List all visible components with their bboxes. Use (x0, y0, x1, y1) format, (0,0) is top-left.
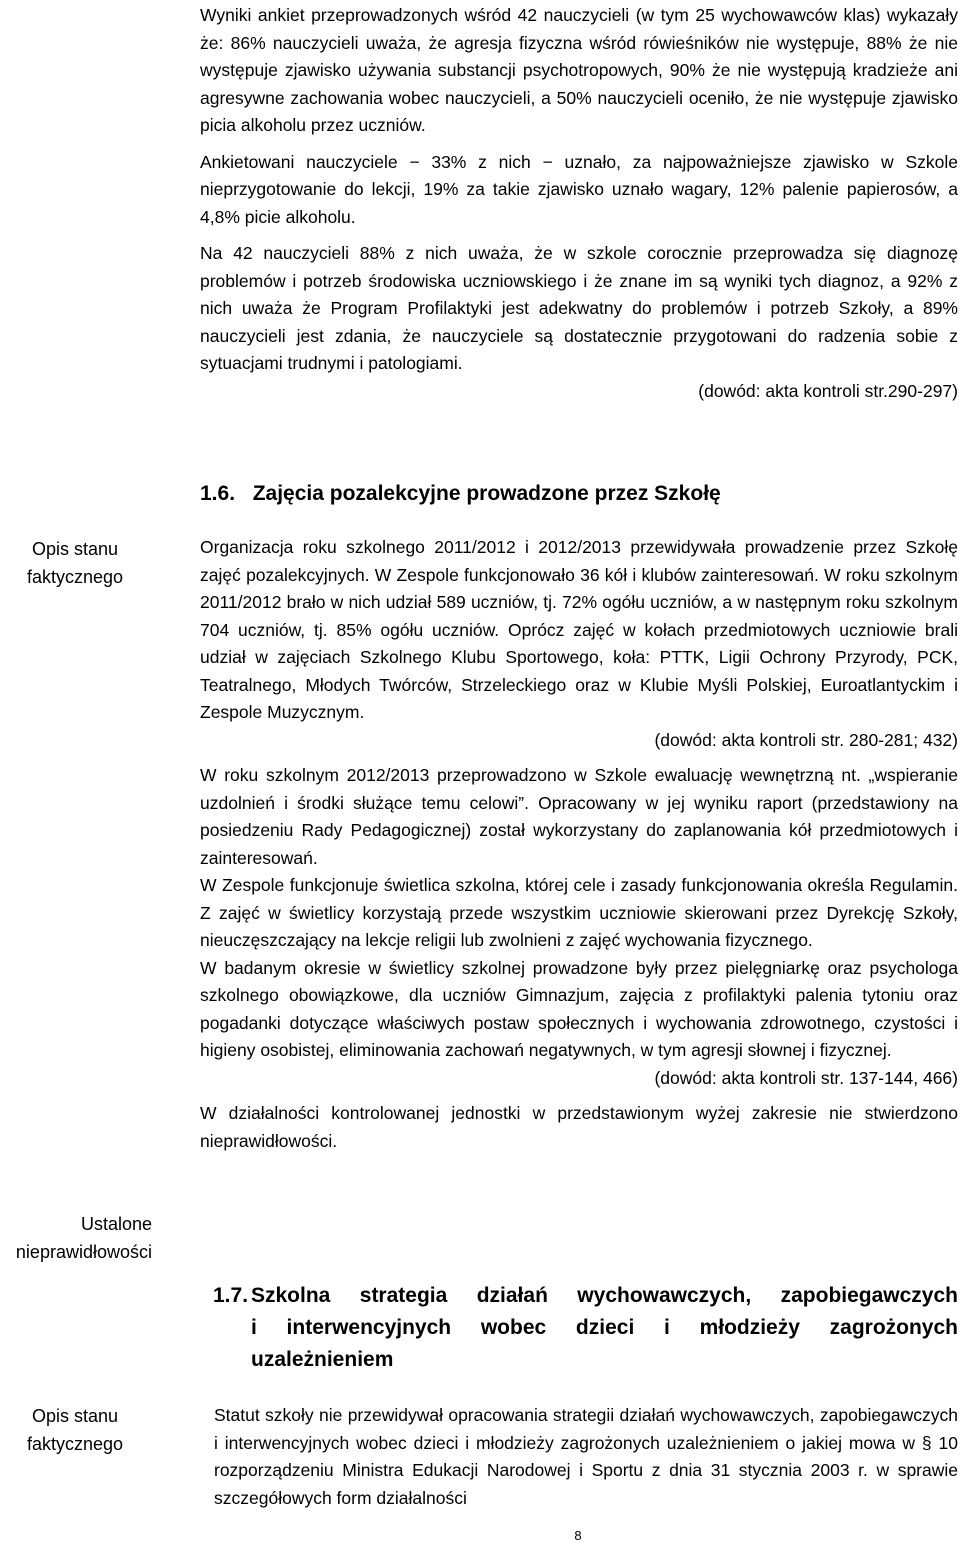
section-heading-1-7 (213, 1280, 958, 1376)
paragraph: W roku szkolnym 2012/2013 przeprowadzono w Szkole ewaluację wewnętrzną nt. „wspieranie uzdolnień i środki służące temu celowi”. Opracowany w jej wyniku raport (przedstawiony na posiedzeniu Rady Pedagogicznej) został wykorzystany do zaplanowania kół przedmiotowych i zainteresowań. (200, 765, 958, 868)
paragraph: Ankietowani nauczyciele − 33% z nich − uznało, za najpoważniejsze zjawisko w Szkole nieprzygotowanie do lekcji, 19% za takie zjawisko uznało wagary, 12% palenie papierosów, a 4,8% picie alkoholu. (200, 151, 958, 227)
section-title-line: Szkolna strategia działań wychowawczych, zapobiegawczych (251, 1284, 958, 1307)
evidence-reference: (dowód: akta kontroli str. 137-144, 466) (654, 1067, 958, 1088)
margin-label-opis-stanu: Opis stanu faktycznego (26, 1406, 124, 1454)
paragraph: Na 42 nauczycieli 88% z nich uważa, że w szkole corocznie przeprowadza się diagnozę problemów i potrzeb środowiska uczniowskiego i że znane im są wyniki tych diagnoz, a 92% z nich uważa że Program Profilaktyki jest adekwatny do problemów i potrzeb Szkoły, a 89% nauczycieli jest zdania, że nauczyciele są dostatecznie przygotowani do radzenia sobie z sytuacjami trudnymi i patologiami. (200, 243, 958, 373)
margin-label-opis-stanu: Opis stanu faktycznego (26, 539, 124, 587)
paragraph: W Zespole funkcjonuje świetlica szkolna, której cele i zasady funkcjonowania określa Regulamin. Z zajęć w świetlicy korzystają przede wszystkim uczniowie skierowani przez Dyrekcję Szkoły, nieuczęszczający na lekcje religii lub zwolnieni z zajęć wychowania fizycznego. (200, 875, 958, 950)
extracurricular-block (200, 534, 958, 1155)
paragraph: W badanym okresie w świetlicy szkolnej prowadzone były przez pielęgniarkę oraz psychologa szkolnego obowiązkowe, dla uczniów Gimnazjum, zajęcia z profilaktyki palenia tytoniu oraz pogadanki dotyczące właściwych postaw społecznych i wychowania zdrowotnego, czystości i higieny osobistej, eliminowania zachowań negatywnych, w tym agresji słownej i fizycznej. (200, 957, 958, 1060)
page-number: 8 (574, 1528, 582, 1543)
paragraph: Organizacja roku szkolnego 2011/2012 i 2012/2013 przewidywała prowadzenie przez Szkołę zajęć pozalekcyjnych. W Zespole funkcjonowało 36 kół i klubów zainteresowań. W roku szkolnym 2011/2012 brało w nich udział 589 uczniów, tj. 72% ogółu uczniów, a w następnym roku szkolnym 704 uczniów, tj. 85% ogółu uczniów. Oprócz zajęć w kołach przedmiotowych uczniowie brali udział w zajęciach Szkolnego Klubu Sportowego, koła: PTTK, Ligii Ochrony Przyrody, PCK, Teatralnego, Młodych Twórców, Strzeleckiego oraz w Klubie Myśli Polskiej, Euroatlantyckim i Zespole Muzycznym. (200, 537, 958, 722)
evidence-reference: (dowód: akta kontroli str. 280-281; 432) (654, 729, 958, 750)
section-heading-1-6 (200, 478, 721, 510)
section-title-line: i interwencyjnych wobec dzieci i młodzieży zagrożonych (251, 1316, 958, 1339)
paragraph: Statut szkoły nie przewidywał opracowania strategii działań wychowawczych, zapobiegawczych i interwencyjnych wobec dzieci i młodzieży zagrożonych uzależnieniem o jakiej mowa w § 10 rozporządzeniu Ministra Edukacji Narodowej i Sportu z dnia 31 stycznia 2003 r. w sprawie szczegółowych form działalności (214, 1405, 958, 1508)
paragraph: Wyniki ankiet przeprowadzonych wśród 42 nauczycieli (w tym 25 wychowawców klas) wykazały że: 86% nauczycieli uważa, że agresja fizyczna wśród rówieśników nie występuje, 88% że nie występuje zjawisko używania substancji psychotropowych, 90% że nie występują kradzieże ani agresywne zachowania wobec nauczycieli, a 50% nauczycieli oceniło, że nie występuje zjawisko picia alkoholu przez uczniów. (200, 5, 958, 135)
evidence-reference: (dowód: akta kontroli str.290-297) (698, 380, 958, 401)
section-title-line: uzależnieniem (251, 1348, 394, 1371)
section-number: 1.6. (200, 482, 236, 505)
margin-label-ustalone-nieprawidlowosci: Ustalone nieprawidłowości (15, 1214, 152, 1262)
section-number: 1.7. (213, 1284, 249, 1307)
statute-block (214, 1402, 958, 1512)
survey-results-block (200, 2, 958, 405)
section-title: Zajęcia pozalekcyjne prowadzone przez Szkołę (252, 482, 721, 505)
paragraph: W działalności kontrolowanej jednostki w przedstawionym wyżej zakresie nie stwierdzono nieprawidłowości. (200, 1103, 958, 1151)
